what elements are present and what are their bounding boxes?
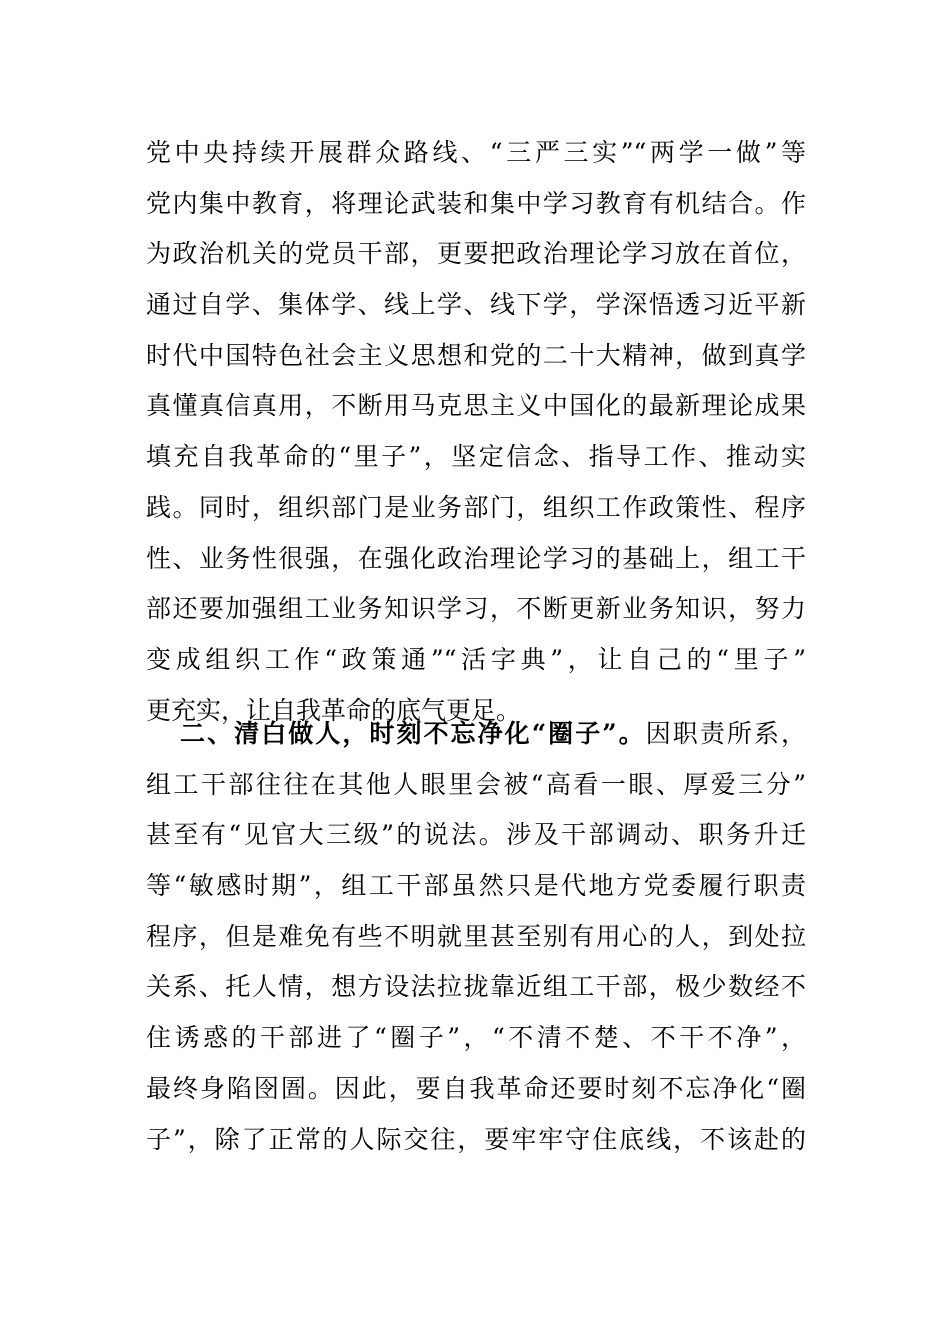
- text-line: 践。同时，组织部门是业务部门，组织工作政策性、程序: [146, 492, 806, 522]
- text-line: 关系、托人情，想方设法拉拢靠近组工干部，极少数经不: [146, 972, 806, 1002]
- text-line: 为政治机关的党员干部，更要把政治理论学习放在首位，: [146, 239, 806, 269]
- text-line: 部还要加强组工业务知识学习，不断更新业务知识，努力: [146, 594, 806, 624]
- section-heading: 二、清白做人，时刻不忘净化“圈子”。: [178, 719, 646, 748]
- text-line: 性、业务性很强，在强化政治理论学习的基础上，组工干: [146, 543, 806, 573]
- text-line: 党内集中教育，将理论武装和集中学习教育有机结合。作: [146, 188, 806, 218]
- text-line: 填充自我革命的“里子”，坚定信念、指导工作、推动实: [146, 442, 806, 472]
- text-line: 更充实，让自我革命的底气更足。: [146, 695, 522, 725]
- text-line: 子”，除了正常的人际交往，要牢牢守住底线，不该赴的: [146, 1124, 806, 1154]
- text-line: 通过自学、集体学、线上学、线下学，学深悟透习近平新: [146, 290, 806, 320]
- text-line: 甚至有“见官大三级”的说法。涉及干部调动、职务升迁: [146, 820, 806, 850]
- text-line: 变成组织工作“政策通”“活字典”，让自己的“里子”: [146, 644, 806, 674]
- heading-line: [146, 709, 806, 760]
- text-line: 住诱惑的干部进了“圈子”，“不清不楚、不干不净”，: [146, 1023, 806, 1053]
- heading-line-text: 因职责所系，: [645, 719, 806, 748]
- text-line: 程序，但是难免有些不明就里甚至别有用心的人，到处拉: [146, 921, 806, 951]
- text-line: 真懂真信真用，不断用马克思主义中国化的最新理论成果: [146, 391, 806, 421]
- text-line: 等“敏感时期”，组工干部虽然只是代地方党委履行职责: [146, 871, 806, 901]
- text-line: 组工干部往往在其他人眼里会被“高看一眼、厚爱三分”: [146, 769, 806, 799]
- text-line: 时代中国特色社会主义思想和党的二十大精神，做到真学: [146, 340, 806, 370]
- paragraph-2: [146, 709, 806, 1165]
- text-line: 党中央持续开展群众路线、“三严三实”“两学一做”等: [146, 138, 806, 167]
- paragraph-1: [146, 128, 806, 736]
- text-line: 最终身陷囹圄。因此，要自我革命还要时刻不忘净化“圈: [146, 1073, 806, 1103]
